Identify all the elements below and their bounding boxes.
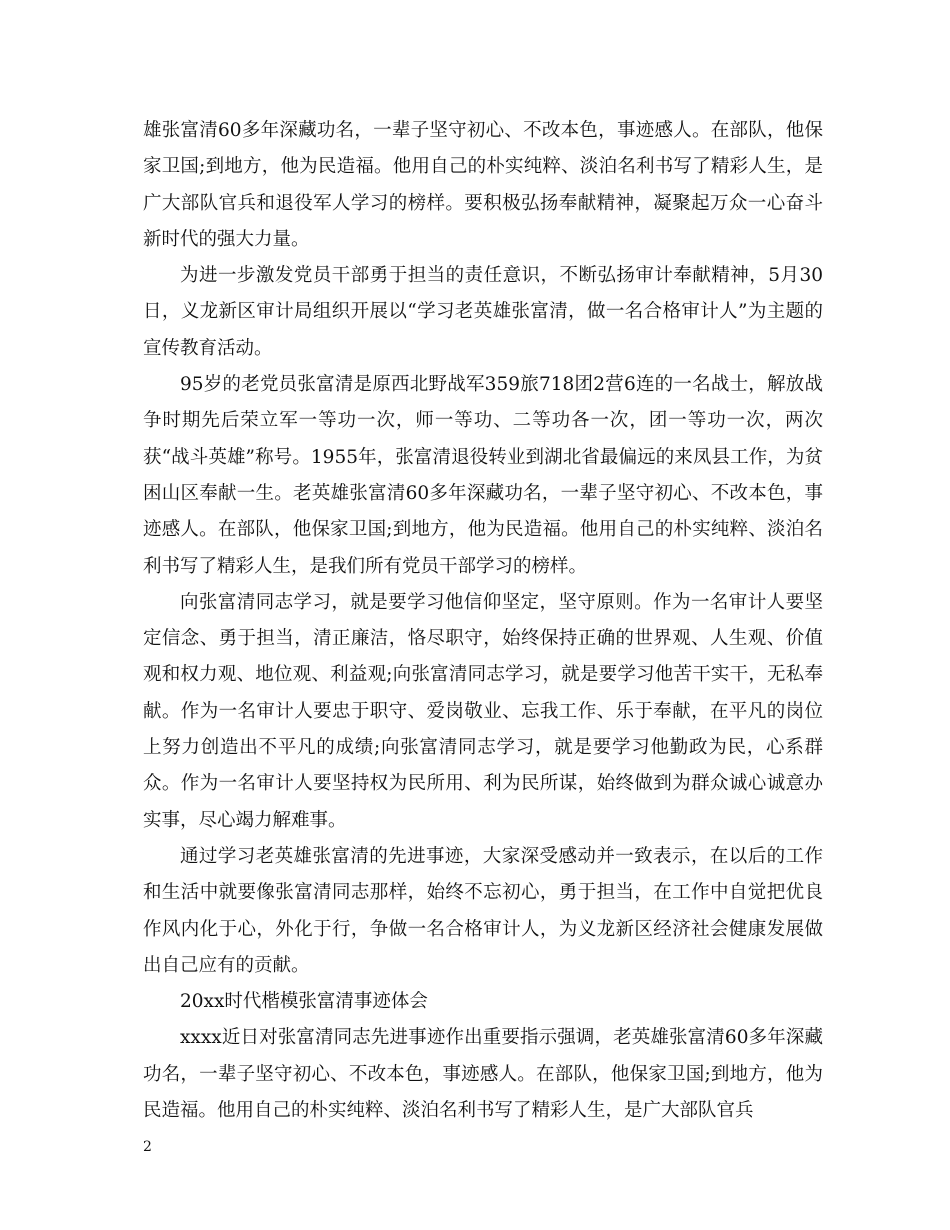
page-number: 2 — [143, 1139, 152, 1155]
paragraph-4: 向张富清同志学习，就是要学习他信仰坚定，坚守原则。作为一名审计人要坚定信念、勇于担当，清正廉洁，恪尽职守，始终保持正确的世界观、人生观、价值观和权力观、地位观、利益观;向张富清同志学习，就是要学习他苦干实干，无私奉献。作为一名审计人要忠于职守、爱岗敬业、忘我工作、乐于奉献，在平凡的岗位上努力创造出不平凡的成绩;向张富清同志学习，就是要学习他勤政为民，心系群众。作为一名审计人要坚持权为民所用、利为民所谋，始终做到为群众诚心诚意办实事，尽心竭力解难事。 — [143, 591, 823, 831]
paragraph-2: 为进一步激发党员干部勇于担当的责任意识，不断弘扬审计奉献精神，5月30日，义龙新区审计局组织开展以“学习老英雄张富清，做一名合格审计人”为主题的宣传教育活动。 — [143, 265, 823, 359]
document-body — [143, 113, 823, 1129]
section-heading: 20xx时代楷模张富清事迹体会 — [180, 991, 428, 1013]
paragraph-5: 通过学习老英雄张富清的先进事迹，大家深受感动并一致表示，在以后的工作和生活中就要像张富清同志那样，始终不忘初心，勇于担当，在工作中自觉把优良作风内化于心，外化于行，争做一名合格审计人，为义龙新区经济社会健康发展做出自己应有的贡献。 — [143, 845, 823, 976]
paragraph-3: 95岁的老党员张富清是原西北野战军359旅718团2营6连的一名战士，解放战争时期先后荣立军一等功一次，师一等功、二等功各一次，团一等功一次，两次获“战斗英雄”称号。1955年，张富清退役转业到湖北省最偏远的来凤县工作，为贫困山区奉献一生。老英雄张富清60多年深藏功名，一辈子坚守初心、不改本色，事迹感人。在部队，他保家卫国;到地方，他为民造福。他用自己的朴实纯粹、淡泊名利书写了精彩人生，是我们所有党员干部学习的榜样。 — [143, 374, 823, 577]
paragraph-1: 雄张富清60多年深藏功名，一辈子坚守初心、不改本色，事迹感人。在部队，他保家卫国;到地方，他为民造福。他用自己的朴实纯粹、淡泊名利书写了精彩人生，是广大部队官兵和退役军人学习的榜样。要积极弘扬奉献精神，凝聚起万众一心奋斗新时代的强大力量。 — [143, 120, 823, 250]
paragraph-7: xxxx近日对张富清同志先进事迹作出重要指示强调，老英雄张富清60多年深藏功名，一辈子坚守初心、不改本色，事迹感人。在部队，他保家卫国;到地方，他为民造福。他用自己的朴实纯粹、淡泊名利书写了精彩人生，是广大部队官兵 — [143, 1027, 823, 1122]
